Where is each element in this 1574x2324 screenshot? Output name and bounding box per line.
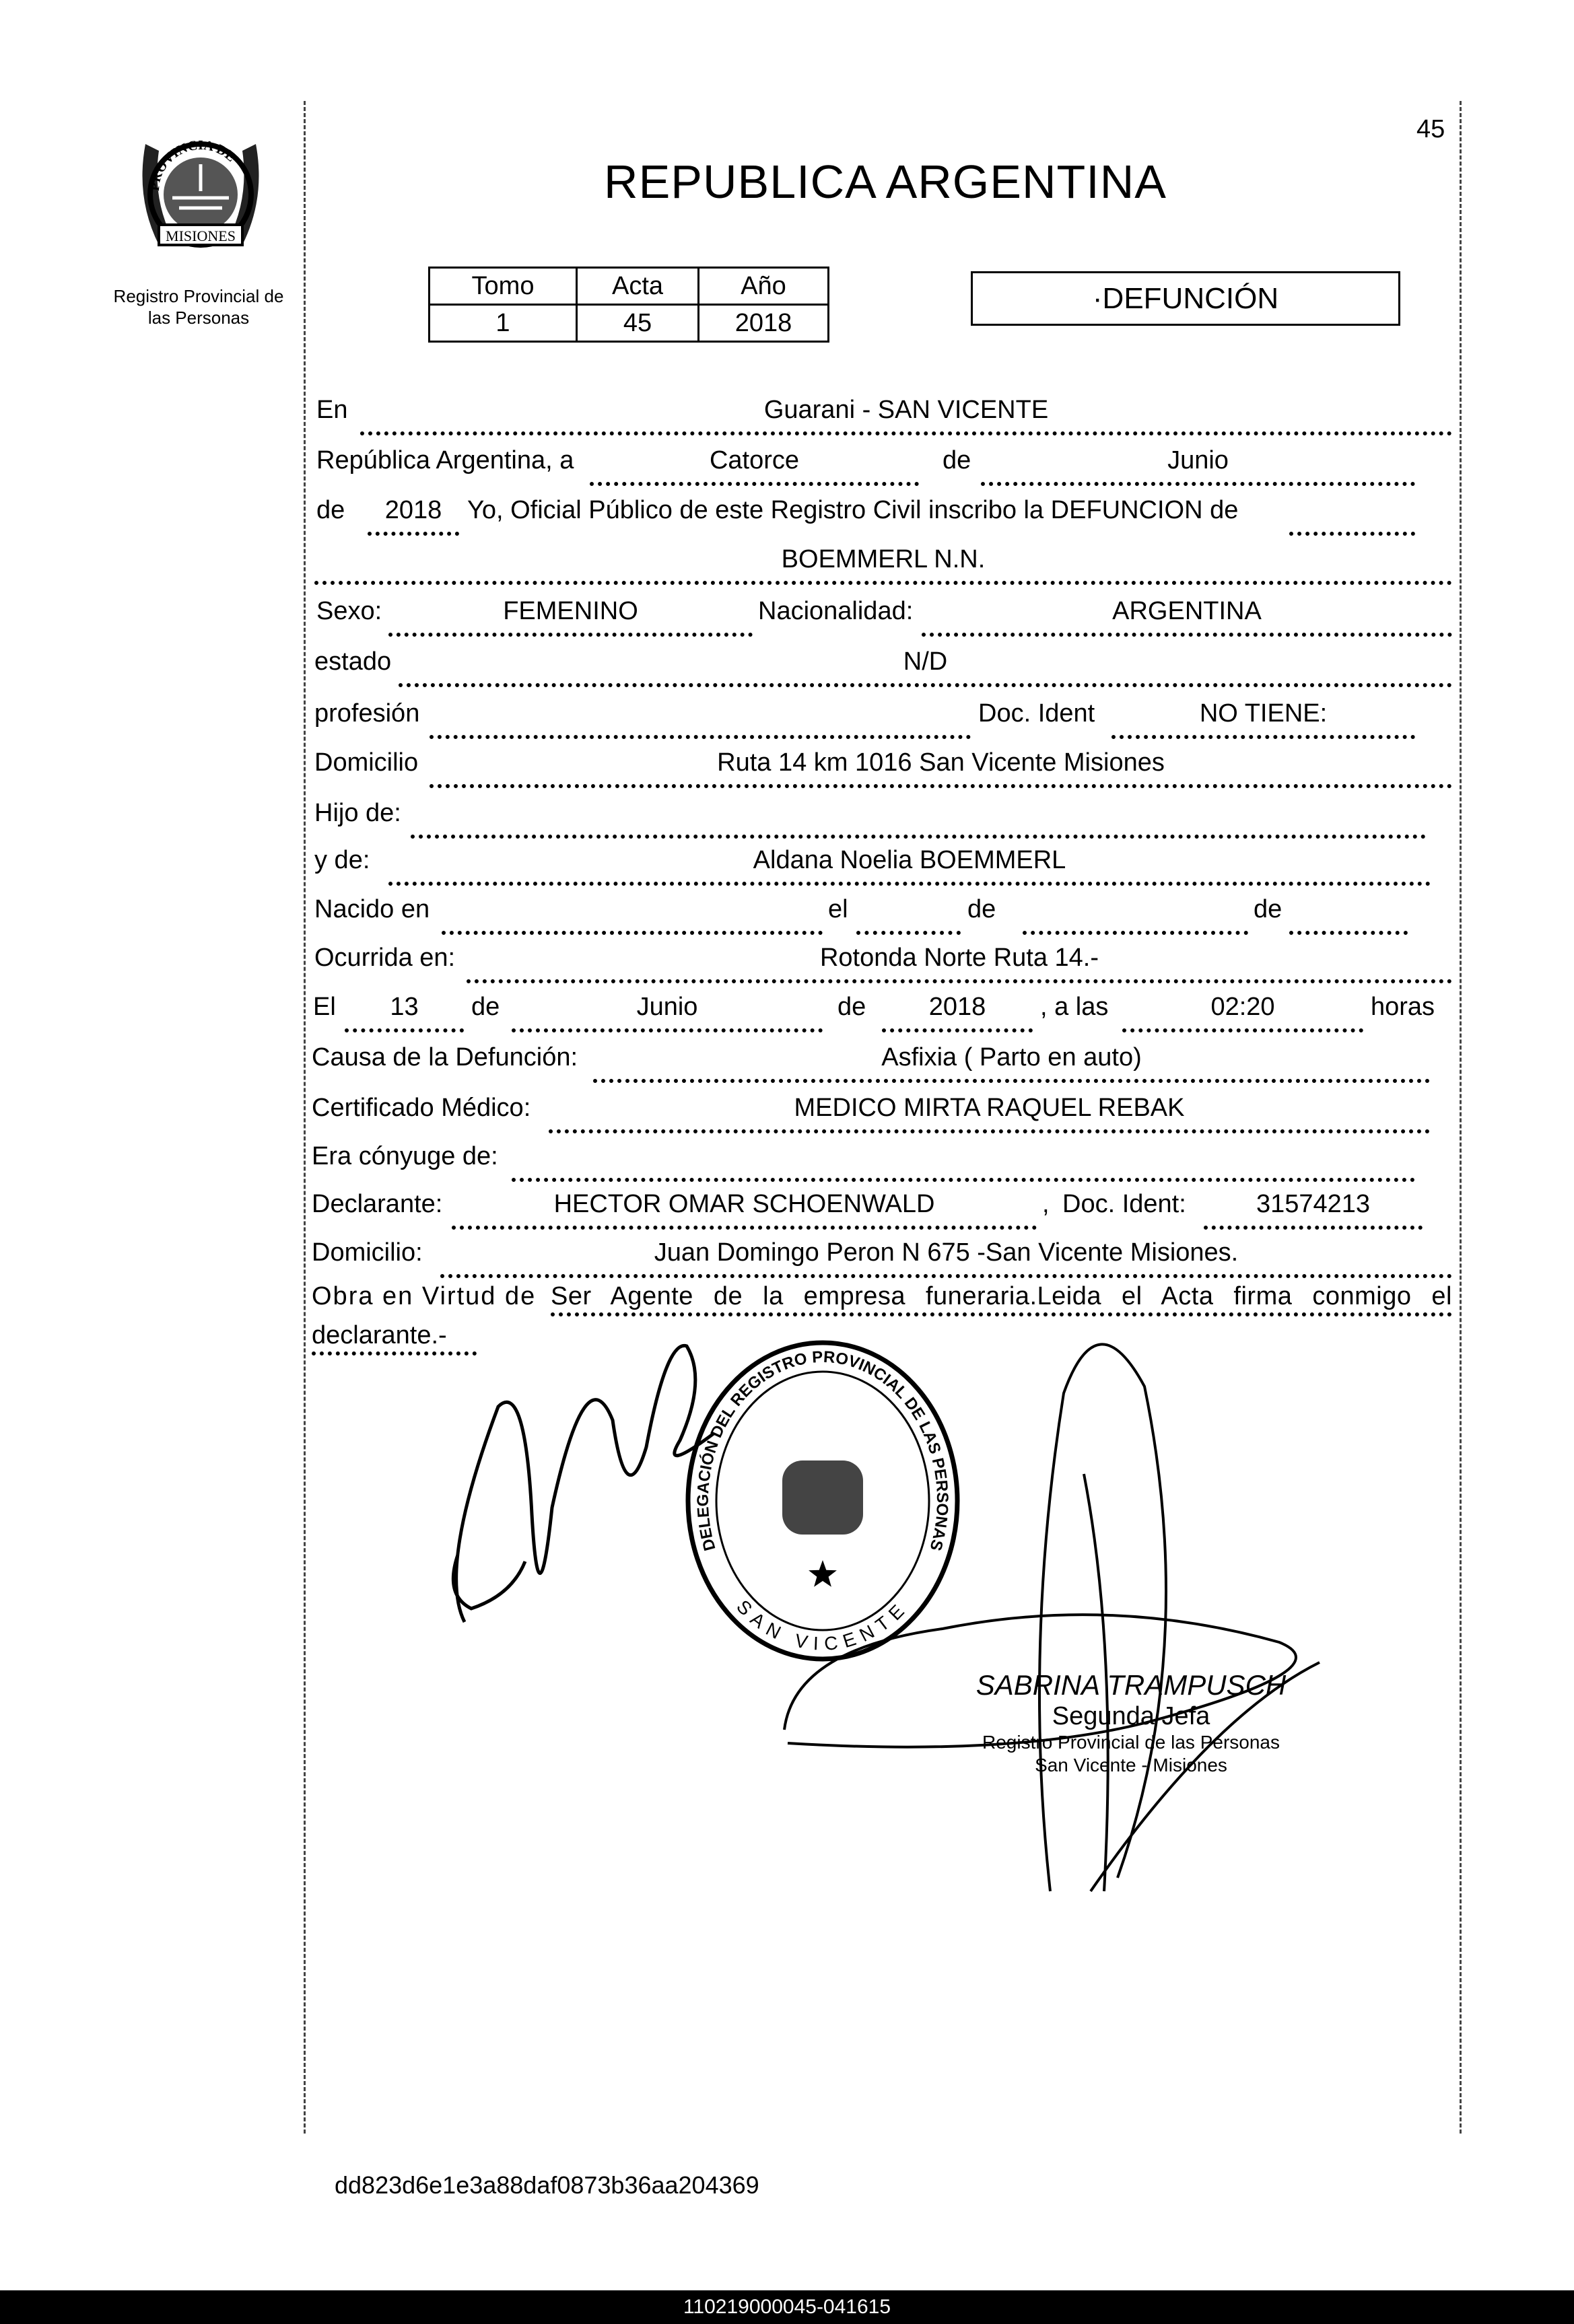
field-death-month: Junio [512, 989, 823, 1032]
label-ocurrida-en: Ocurrida en: [314, 944, 456, 972]
label-de: de [1254, 895, 1282, 923]
label-nacionalidad: Nacionalidad: [758, 597, 914, 625]
field-death-year: 2018 [882, 989, 1033, 1032]
value-tomo: 1 [430, 305, 577, 342]
field-death-time: 02:20 [1122, 989, 1363, 1032]
agency-line-2: las Personas [147, 308, 250, 328]
label-de: de [943, 446, 971, 474]
row-hijo-de [0, 796, 1574, 839]
label-hijo-de: Hijo de: [314, 799, 401, 827]
stamp-ring-text: DELEGACIÓN DEL REGISTRO PROVINCIAL DE LAS PERSONAS [693, 1347, 952, 1553]
field-declarant-address: Juan Domingo Peron N 675 -San Vicente Misiones. [440, 1235, 1452, 1278]
header-tomo: Tomo [430, 268, 577, 305]
inscription-text: Yo, Oficial Público de este Registro Civil inscribo la DEFUNCION de [467, 496, 1239, 524]
row-ocurrida [0, 940, 1574, 983]
label-profesion: profesión [314, 699, 420, 728]
field-obra-reason: Ser Agente de la empresa funeraria.Leida el Acta firma conmigo el [551, 1281, 1452, 1316]
field-day: Catorce [590, 443, 919, 486]
field-father [411, 796, 1426, 839]
field-marital-status: N/D [399, 644, 1452, 687]
row-profesion [0, 696, 1574, 739]
field-declarant: HECTOR OMAR SCHOENWALD [452, 1187, 1037, 1230]
agency-line-1: Registro Provincial de [113, 286, 284, 306]
label-a-las: , a las [1040, 993, 1109, 1021]
logo-top-text: PROVINCIA DE [147, 137, 239, 192]
header-anio: Año [699, 268, 829, 305]
value-anio: 2018 [699, 305, 829, 342]
label-el: el [828, 895, 848, 923]
signatory-block [943, 1669, 1320, 1777]
field-locality: Guarani - SAN VICENTE [360, 392, 1452, 435]
label-el: El [313, 993, 336, 1021]
label-doc-ident: Doc. Ident [978, 699, 1095, 728]
label-de: de [967, 895, 996, 923]
logo-bottom-text: MISIONES [166, 227, 236, 244]
label-en: En [316, 396, 348, 424]
agency-name [101, 285, 296, 328]
row-obra [0, 1281, 1574, 1316]
label-domicilio: Domicilio [314, 748, 419, 777]
field-birth-year [1289, 892, 1408, 935]
value-acta: 45 [577, 305, 699, 342]
header-acta: Acta [577, 268, 699, 305]
label-estado: estado [314, 647, 392, 676]
field-death-place: Rotonda Norte Ruta 14.- [467, 940, 1452, 983]
label-y-de: y de: [314, 846, 370, 874]
field-medical-certificate: MEDICO MIRTA RAQUEL REBAK [549, 1090, 1430, 1133]
signatory-name: SABRINA TRAMPUSCH [976, 1669, 1287, 1701]
label-de: de [471, 993, 500, 1021]
record-type-box: ·DEFUNCIÓN [971, 271, 1400, 326]
row-conyuge [0, 1139, 1574, 1182]
field-year: 2018 [368, 493, 459, 536]
label-sexo: Sexo: [316, 597, 382, 625]
row-y-de [0, 843, 1574, 886]
row-date [0, 443, 1574, 486]
field-mother: Aldana Noelia BOEMMERL [388, 843, 1431, 886]
label-obra: Obra en Virtud de [312, 1282, 537, 1310]
register-table [428, 267, 829, 343]
stamp-inner-text: SAN VICENTE [732, 1596, 913, 1655]
comma: , [1042, 1190, 1050, 1218]
field-sex: FEMENINO [388, 594, 753, 637]
row-causa [0, 1040, 1574, 1083]
row-name [0, 542, 1574, 585]
official-stamp [673, 1339, 972, 1669]
field-cause-of-death: Asfixia ( Parto en auto) [593, 1040, 1430, 1083]
row-certificado [0, 1090, 1574, 1133]
field-address: Ruta 14 km 1016 San Vicente Misiones [430, 745, 1452, 788]
field-nationality: ARGENTINA [922, 594, 1452, 637]
row-domicilio-declarante [0, 1235, 1574, 1278]
field-birth-month [1023, 892, 1248, 935]
star-icon [809, 1560, 837, 1587]
label-republica: República Argentina, a [316, 446, 574, 474]
page-number: 45 [1416, 115, 1445, 143]
label-doc-ident: Doc. Ident: [1062, 1190, 1186, 1218]
label-nacido-en: Nacido en [314, 895, 430, 923]
row-en [0, 392, 1574, 435]
page-title: REPUBLICA ARGENTINA [604, 155, 1167, 208]
footer-bar [0, 2290, 1574, 2324]
row-domicilio [0, 745, 1574, 788]
footer-code: 110219000045-041615 [683, 2296, 891, 2318]
row-sex [0, 594, 1574, 637]
row-nacido [0, 892, 1574, 935]
label-domicilio: Domicilio: [312, 1238, 423, 1267]
row-declarante [0, 1187, 1574, 1230]
field-extra [1289, 493, 1415, 536]
field-death-day: 13 [345, 989, 464, 1032]
label-horas: horas [1371, 993, 1435, 1021]
field-deceased-name: BOEMMERL N.N. [314, 542, 1452, 585]
row-estado [0, 644, 1574, 687]
label-declarante: Declarante: [312, 1190, 443, 1218]
field-profession [430, 696, 971, 739]
row-year [0, 493, 1574, 536]
row-fecha-muerte [0, 989, 1574, 1032]
signatory-office: Registro Provincial de las Personas [982, 1732, 1280, 1753]
field-birth-place [442, 892, 823, 935]
field-declarant-doc: 31574213 [1204, 1187, 1423, 1230]
signatory-role: Segunda Jefa [1052, 1702, 1210, 1730]
label-certificado: Certificado Médico: [312, 1094, 531, 1122]
label-conyuge: Era cónyuge de: [312, 1142, 498, 1170]
field-declarante-end: declarante.- [312, 1321, 477, 1355]
field-birth-day [856, 892, 961, 935]
field-month: Junio [981, 443, 1415, 486]
field-spouse [512, 1139, 1415, 1182]
field-doc-ident: NO TIENE: [1111, 696, 1415, 739]
label-causa: Causa de la Defunción: [312, 1043, 578, 1071]
signatory-place: San Vicente - Misiones [1035, 1755, 1227, 1775]
stamp-coat-of-arms-icon [782, 1460, 863, 1535]
province-coat-of-arms-logo [132, 124, 269, 267]
label-de-year: de [316, 496, 345, 524]
document-hash: dd823d6e1e3a88daf0873b36aa204369 [335, 2171, 759, 2199]
label-de: de [837, 993, 866, 1021]
